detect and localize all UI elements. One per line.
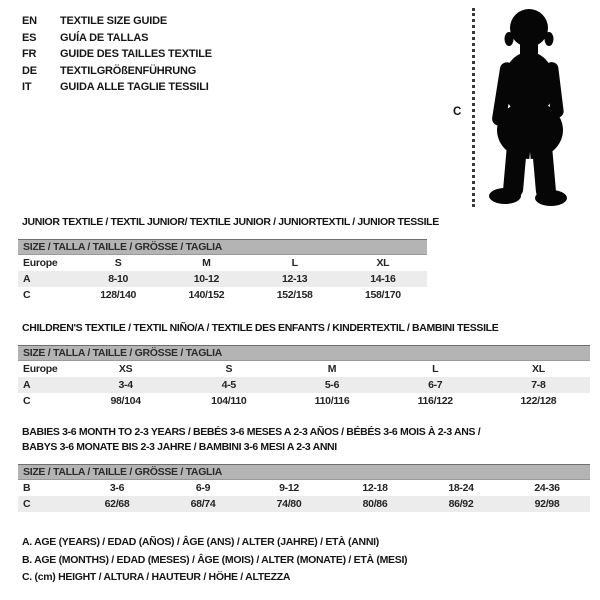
cell: 62/68	[104, 498, 130, 510]
cell: 12-13	[281, 273, 308, 285]
silhouette-ear-left	[505, 32, 514, 46]
cell: 98/104	[110, 395, 141, 407]
cell: 128/140	[100, 289, 137, 301]
row-label: Europe	[23, 363, 58, 375]
cell: 8-10	[108, 273, 129, 285]
babies-title-line-1: BABIES 3-6 MONTH TO 2-3 YEARS / BEBÉS 3-6 MESES A 2-3 AÑOS / BÉBÉS 3-6 MOIS À 2-3 ANS /	[22, 426, 481, 438]
table-row-europe	[18, 255, 427, 271]
cell: 7-8	[531, 379, 546, 391]
cell: M	[202, 257, 211, 269]
babies-title-line-2: BABYS 3-6 MONATE BIS 2-3 JAHRE / BAMBINI 3-6 MESI A 2-3 ANNI	[22, 441, 337, 453]
cell: 92/98	[534, 498, 560, 510]
language-label: GUIDA ALLE TAGLIE TESSILI	[60, 81, 209, 94]
cell: 3-6	[109, 482, 125, 494]
language-row-de	[22, 63, 212, 80]
cell: 18-24	[448, 482, 474, 494]
cell: 74/80	[276, 498, 302, 510]
language-code: IT	[22, 81, 32, 94]
cell: 140/152	[188, 289, 225, 301]
children-section-title	[22, 321, 498, 336]
cell: 80/86	[362, 498, 388, 510]
cell: 6-9	[195, 482, 211, 494]
row-label: A	[23, 379, 31, 391]
row-label: B	[23, 482, 31, 494]
language-list	[22, 13, 212, 96]
cell: 68/74	[190, 498, 216, 510]
language-row-fr	[22, 46, 212, 63]
language-code: EN	[22, 15, 37, 28]
children-size-header-bar: SIZE / TALLA / TAILLE / GRÖSSE / TAGLIA	[18, 345, 590, 361]
language-row-es	[22, 30, 212, 47]
cell: 24-36	[534, 482, 560, 494]
row-label: C	[23, 395, 31, 407]
cell: XL	[532, 363, 545, 375]
junior-size-table	[18, 239, 427, 303]
dotted-height-line	[472, 8, 475, 207]
language-label: TEXTILE SIZE GUIDE	[60, 15, 168, 28]
cell: L	[291, 257, 298, 269]
language-label: GUIDE DES TAILLES TEXTILE	[60, 48, 212, 61]
cell: 6-7	[428, 379, 443, 391]
table-row-height-cm	[18, 393, 590, 409]
junior-size-header-bar: SIZE / TALLA / TAILLE / GRÖSSE / TAGLIA	[18, 239, 427, 255]
cell: S	[114, 257, 122, 269]
children-title-line: CHILDREN'S TEXTILE / TEXTIL NIÑO/A / TEXTILE DES ENFANTS / KINDERTEXTIL / BAMBINI TESSILE	[22, 322, 499, 334]
table-row-height-cm	[18, 496, 590, 512]
cell: S	[225, 363, 233, 375]
cell: 104/110	[211, 395, 247, 407]
cell: L	[432, 363, 439, 375]
table-row-height-cm	[18, 287, 427, 303]
table-row-age-years	[18, 271, 427, 287]
cell: 5-6	[324, 379, 340, 391]
cell: 10-12	[193, 273, 220, 285]
babies-section-title	[22, 425, 480, 455]
babies-size-header-bar: SIZE / TALLA / TAILLE / GRÖSSE / TAGLIA	[18, 464, 590, 480]
language-code: FR	[22, 48, 37, 61]
legend-line-a: A. AGE (YEARS) / EDAD (AÑOS) / ÂGE (ANS) / ALTER (JAHRE) / ETÀ (ANNI)	[22, 536, 379, 548]
legend-line-c: C. (cm) HEIGHT / ALTURA / HAUTEUR / HÖHE / ALTEZZA	[22, 571, 291, 583]
table-row-age-years	[18, 377, 590, 393]
junior-section-title	[22, 215, 439, 230]
toddler-silhouette	[486, 6, 590, 208]
table-row-europe	[18, 361, 590, 377]
cell: XL	[376, 257, 390, 269]
cell: 158/170	[364, 289, 401, 301]
table-row-age-months	[18, 480, 590, 496]
cell: M	[327, 363, 337, 375]
height-measure-label-c: C	[453, 106, 462, 118]
row-label: C	[23, 498, 31, 510]
language-label: GUÍA DE TALLAS	[60, 31, 149, 44]
language-row-en	[22, 13, 212, 30]
silhouette-foot-right	[535, 190, 567, 206]
cell: 3-4	[118, 379, 133, 391]
cell: XS	[118, 363, 133, 375]
cell: 14-16	[370, 273, 396, 285]
language-label: TEXTILGRÖßENFÜHRUNG	[60, 64, 197, 77]
cell: 152/158	[276, 289, 313, 301]
legend	[22, 534, 407, 587]
cell: 9-12	[279, 482, 299, 494]
cell: 12-18	[362, 482, 388, 494]
cell: 110/116	[314, 395, 350, 407]
language-code: DE	[22, 64, 37, 77]
junior-title-line: JUNIOR TEXTILE / TEXTIL JUNIOR/ TEXTILE JUNIOR / JUNIORTEXTIL / JUNIOR TESSILE	[22, 216, 439, 228]
row-label: Europe	[23, 257, 58, 269]
row-label: C	[23, 289, 31, 301]
language-row-it	[22, 79, 212, 96]
cell: 86/92	[448, 498, 474, 510]
cell: 116/122	[417, 395, 453, 407]
row-label: A	[23, 273, 31, 285]
children-size-table	[18, 345, 590, 409]
silhouette-foot-left	[489, 188, 521, 204]
cell: 4-5	[221, 379, 236, 391]
legend-line-b: B. AGE (MONTHS) / EDAD (MESES) / ÂGE (MOIS) / ALTER (MONATE) / ETÀ (MESI)	[22, 553, 408, 566]
babies-size-table	[18, 464, 590, 512]
cell: 122/128	[520, 395, 557, 407]
silhouette-ear-right	[545, 32, 554, 46]
language-code: ES	[22, 31, 37, 44]
